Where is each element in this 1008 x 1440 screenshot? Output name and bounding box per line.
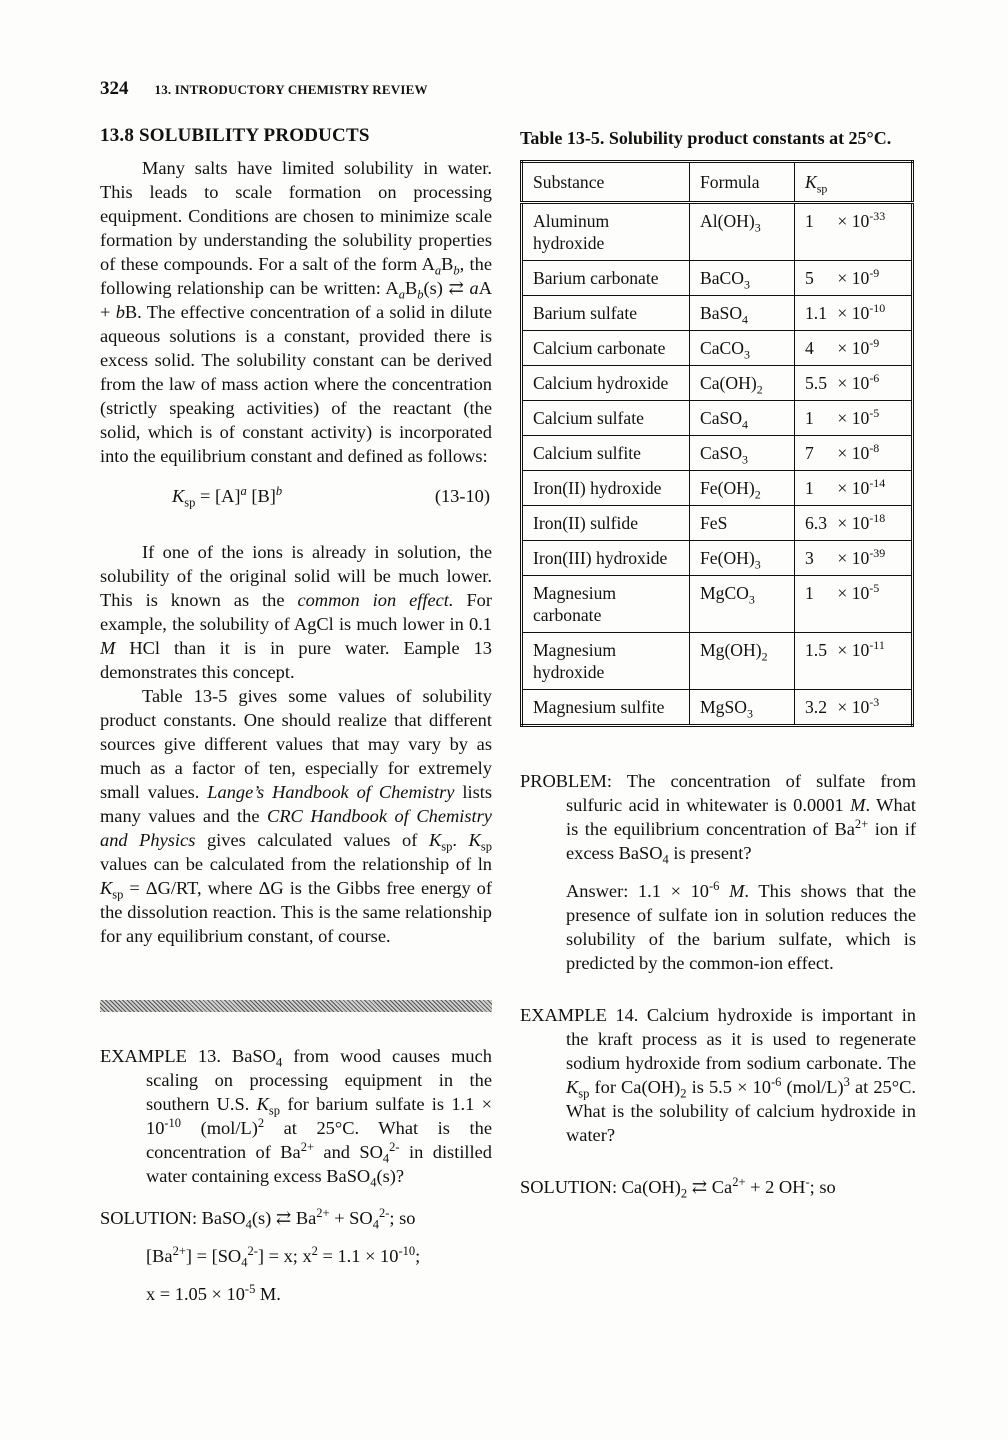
formula-cell: $Al(OH)_3$ <box>690 203 795 261</box>
left-column <box>100 120 492 1306</box>
example-13-solution-line3: $x = 1.05 \times 10^{-5}$ M. <box>146 1281 281 1304</box>
formula-cell: FeS <box>690 506 795 541</box>
example-13-solution: SOLUTION: BaSO$_4$(s) ⇄ $Ba^{2+} + SO_4^{2-}$; so <box>100 1205 416 1232</box>
table-row <box>522 506 913 541</box>
formula-cell: CaSO$_3$ <box>690 436 795 471</box>
section-title: 13.8 SOLUBILITY PRODUCTS <box>100 125 370 146</box>
paragraph-intro: Many salts have limited solubility in water. This leads to scale formation on processing equipment. Conditions are chosen to minimize scale formation by understanding the solubility properties of these compounds. For a salt of the form $A_aB_b$, the following relationship can be written: $A_aB_b(s)$ ⇄ aA + bB. The effective concentration of a solid in dilute aqueous solutions is a constant, provided there is excess solid. The solubility constant can be derived from the law of mass action where the concentration (strictly speaking activities) of the reactant (the solid, which is of constant activity) is incorporated into the equilibrium constant and defined as follows: <box>100 158 492 466</box>
table-row <box>522 541 913 576</box>
ksp-cell: $5.5 \times 10^{-6}$ <box>795 366 913 401</box>
ksp-cell: $1 \times 10^{-5}$ <box>795 401 913 436</box>
paragraph-common-ion: If one of the ions is already in solution, the solubility of the original solid will be much lower. This is known as the common ion effect. For example, the solubility of AgCl is much lower in 0.1 M HCl than it is in pure water. Eample 13 demonstrates this concept. <box>100 542 492 682</box>
table-title: Table 13-5. Solubility product constants at 25°C. <box>520 128 892 148</box>
table-row <box>522 690 913 726</box>
ksp-cell: $6.3 \times 10^{-18}$ <box>795 506 913 541</box>
ksp-cell: $1 \times 10^{-5}$ <box>795 576 913 633</box>
formula-cell: CaSO$_4$ <box>690 401 795 436</box>
ksp-cell: $1.1 \times 10^{-10}$ <box>795 296 913 331</box>
header-ksp: $K_{sp}$ <box>795 162 913 203</box>
substance-cell: Calcium hydroxide <box>522 366 690 401</box>
header-substance: Substance <box>522 162 690 203</box>
example-14: EXAMPLE 14. Calcium hydroxide is important in the kraft process as it is used to regenerate sodium hydroxide from sodium carbonate. The $K_{sp}$ for $Ca(OH)_2$ is $5.5 \times 10^{-6}$ $(mol/L)^3$ at 25°C. What is the solubility of calcium hydroxide in water? <box>520 1005 916 1145</box>
formula-cell: MgSO$_3$ <box>690 690 795 726</box>
ksp-cell: $5 \times 10^{-9}$ <box>795 261 913 296</box>
substance-cell: Calcium sulfite <box>522 436 690 471</box>
equation-number: (13-10) <box>434 486 490 506</box>
formula-cell: $Ca(OH)_2$ <box>690 366 795 401</box>
header-formula: Formula <box>690 162 795 203</box>
formula-cell: BaCO$_3$ <box>690 261 795 296</box>
ksp-cell: $3.2 \times 10^{-3}$ <box>795 690 913 726</box>
table-row <box>522 401 913 436</box>
ksp-cell: $7 \times 10^{-8}$ <box>795 436 913 471</box>
formula-cell: MgCO$_3$ <box>690 576 795 633</box>
ksp-cell: $4 \times 10^{-9}$ <box>795 331 913 366</box>
substance-cell: Iron(II) hydroxide <box>522 471 690 506</box>
ksp-cell: $1.5 \times 10^{-11}$ <box>795 633 913 690</box>
substance-cell: Calcium carbonate <box>522 331 690 366</box>
substance-cell: Magnesium sulfite <box>522 690 690 726</box>
ksp-cell: $1 \times 10^{-14}$ <box>795 471 913 506</box>
page-number: 324 <box>100 78 129 99</box>
substance-cell: Iron(II) sulfide <box>522 506 690 541</box>
ksp-cell: $3 \times 10^{-39}$ <box>795 541 913 576</box>
ksp-cell: $1 \times 10^{-33}$ <box>795 203 913 261</box>
table-row <box>522 331 913 366</box>
formula-cell: BaSO$_4$ <box>690 296 795 331</box>
table-row <box>522 471 913 506</box>
formula-cell: $Mg(OH)_2$ <box>690 633 795 690</box>
substance-cell: Barium carbonate <box>522 261 690 296</box>
problem-answer: Answer: $1.1 \times 10^{-6}$ M. This shows that the presence of sulfate ion in solution reduces the solubility of the barium sulfate, which is predicted by the common-ion effect. <box>566 878 916 973</box>
table-row <box>522 261 913 296</box>
formula-cell: $Fe(OH)_2$ <box>690 471 795 506</box>
table-row <box>522 366 913 401</box>
table-row <box>522 296 913 331</box>
table-row <box>522 436 913 471</box>
problem: PROBLEM: The concentration of sulfate from sulfuric acid in whitewater is 0.0001 M. What is the equilibrium concentration of $Ba^{2+}$ ion if excess BaSO$_4$ is present? <box>520 771 916 867</box>
table-row <box>522 203 913 261</box>
substance-cell: Aluminum hydroxide <box>522 203 690 261</box>
table-row <box>522 576 913 633</box>
substance-cell: Barium sulfate <box>522 296 690 331</box>
ksp-table <box>520 160 914 727</box>
substance-cell: Magnesium carbonate <box>522 576 690 633</box>
page-header <box>100 78 428 100</box>
equation-13-10 <box>100 484 492 508</box>
substance-cell: Magnesium hydroxide <box>522 633 690 690</box>
example-13-solution-line2: $[Ba^{2+}] = [SO_4^{2-}] = x$; $x^2 = 1.1 \times 10^{-10}$; <box>146 1243 421 1270</box>
running-title: 13. INTRODUCTORY CHEMISTRY REVIEW <box>154 82 428 97</box>
table-header-row <box>522 162 913 203</box>
substance-cell: Iron(III) hydroxide <box>522 541 690 576</box>
ksp-equation: $K_{sp} = [A]^a$ $[B]^b$ <box>172 483 283 510</box>
formula-cell: CaCO$_3$ <box>690 331 795 366</box>
substance-cell: Calcium sulfate <box>522 401 690 436</box>
example-14-solution: SOLUTION: $Ca(OH)_2$ ⇄ $Ca^{2+} + 2$ OH-; so <box>520 1174 836 1201</box>
table-row <box>522 633 913 690</box>
example-13: EXAMPLE 13. BaSO$_4$ from wood causes much scaling on processing equipment in the southern U.S. $K_{sp}$ for barium sulfate is $1.1 \times 10^{-10}$ $(mol/L)^2$ at 25°C. What is the concentration of $Ba^{2+}$ and $SO_4^{2-}$ in distilled water containing excess BaSO$_4$(s)? <box>100 1046 493 1190</box>
formula-cell: $Fe(OH)_3$ <box>690 541 795 576</box>
right-column <box>520 120 916 1199</box>
paragraph-table-ref: Table 13-5 gives some values of solubility product constants. One should realize that different sources give different values that may vary by as much as a factor of ten, especially for extremely small values. Lange’s Handbook of Chemistry lists many values and the CRC Handbook of Chemistry and Physics gives calculated values of $K_{sp}$. $K_{sp}$ values can be calculated from the relationship of $\ln K_{sp} = \Delta G/RT$, where ΔG is the Gibbs free energy of the dissolution reaction. This is the same relationship for any equilibrium constant, of course. <box>100 686 492 946</box>
example-divider <box>100 1000 492 1012</box>
